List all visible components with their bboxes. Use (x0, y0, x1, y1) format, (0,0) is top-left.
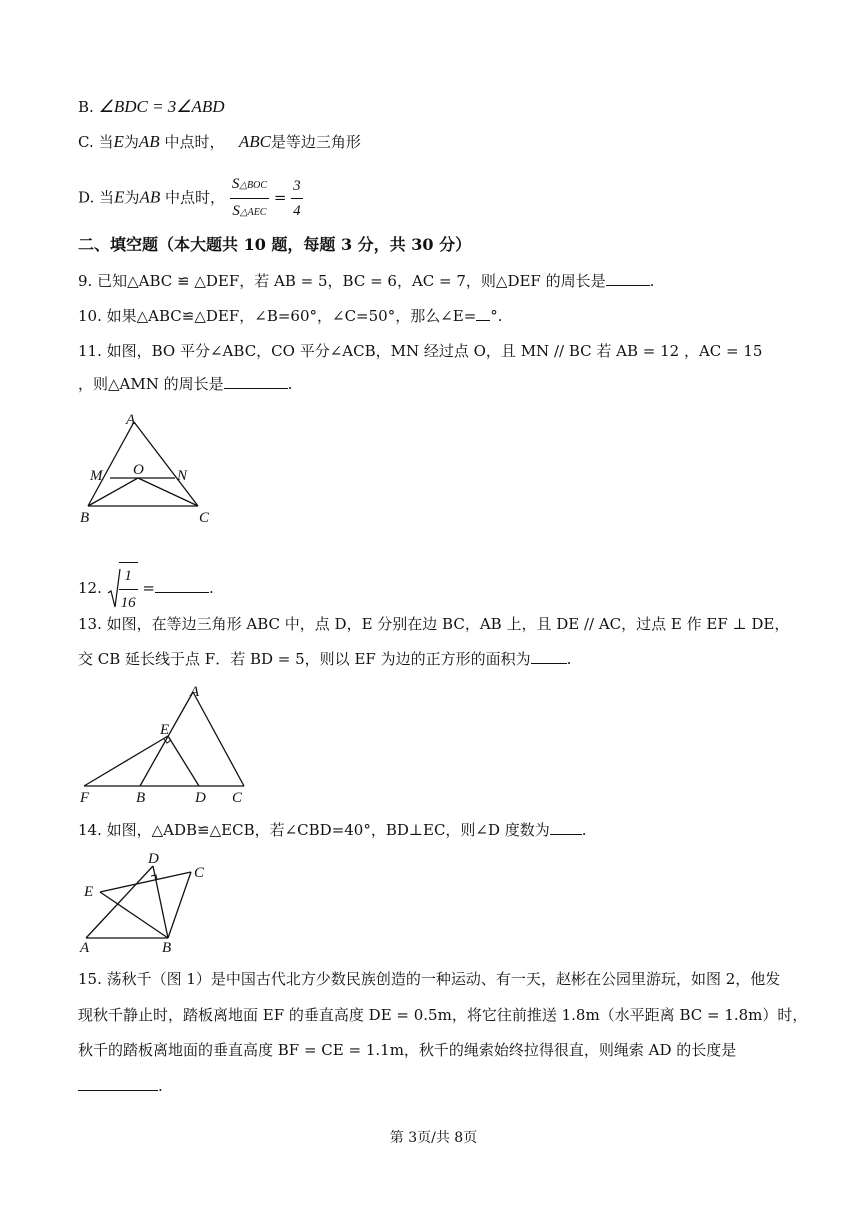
fig13-label-f: F (80, 790, 90, 806)
fig14-label-e: E (84, 884, 94, 900)
option-d (78, 172, 303, 225)
answer-blank-11[interactable] (224, 388, 288, 389)
answer-blank-9[interactable] (606, 285, 650, 286)
question-12-frac (119, 562, 138, 616)
question-15-line3: 秋千的踏板离地面的垂直高度 BF = CE = 1.1m，秋千的绳索始终拉得很直，则绳索 AD 的长度是 (78, 1041, 737, 1059)
page-footer: 第 3页/共 8页 (389, 1130, 478, 1146)
question-13-end: . (566, 650, 572, 668)
question-12-eq: = (142, 579, 155, 597)
option-c-mid: 为 (123, 133, 139, 151)
option-c-abc: ABC (238, 132, 271, 151)
fig14-segment-cb (168, 872, 191, 938)
option-d-label: D. (78, 188, 95, 207)
option-c-tail: 是等边三角形 (270, 133, 361, 151)
fig13-label-b: B (136, 790, 146, 806)
question-10 (78, 306, 503, 326)
fig14-segment-db (153, 866, 168, 938)
fig13-label-c: C (232, 790, 243, 806)
fig14-label-c: C (194, 865, 205, 881)
answer-blank-10[interactable] (476, 320, 490, 321)
question-9-text: 9. 已知△ABC ≌ △DEF，若 AB = 5，BC = 6，AC = 7，则△DEF 的周长是 (78, 272, 606, 290)
option-c-e: E (113, 132, 124, 151)
fig11-label-a: A (126, 412, 136, 428)
fig13-label-d: D (195, 790, 206, 806)
question-11-line2-text: ，则△AMN 的周长是 (78, 375, 224, 393)
question-13-line1: 13. 如图，在等边三角形 ABC 中，点 D，E 分别在边 BC，AB 上，且 DE // AC，过点 E 作 EF ⊥ DE， (78, 615, 790, 633)
fig11-label-o: O (133, 462, 144, 478)
question-12-label: 12. (78, 579, 102, 597)
section-title: 二、填空题（本大题共 10 题，每题 3 分，共 30 分） (78, 235, 472, 254)
fig11-label-n: N (177, 468, 188, 484)
option-c-pre: 当 (98, 133, 114, 151)
fig13-segment-ef (84, 736, 168, 786)
option-c-ab: AB (138, 132, 160, 151)
question-14 (78, 820, 587, 840)
option-c-post: 中点时， (164, 133, 225, 151)
fig14-label-d: D (148, 851, 159, 867)
fig11-label-c: C (199, 510, 210, 526)
question-13-line2 (78, 649, 571, 669)
fig11-label-b: B (80, 510, 90, 526)
option-c-label: C. (78, 133, 94, 151)
question-11-end: . (287, 375, 293, 393)
option-d-den-sub: △AEC (239, 207, 267, 218)
option-d-value-den: 4 (293, 203, 301, 219)
fig13-label-a: A (190, 684, 200, 700)
option-d-mid: 为 (124, 188, 140, 207)
question-10-text: 10. 如果△ABC≌△DEF，∠B=60°，∠C=50°，那么∠E= (78, 307, 477, 325)
question-12-num: 1 (119, 563, 138, 590)
answer-blank-13[interactable] (531, 663, 567, 664)
figure-q11 (78, 408, 228, 528)
question-14-end: . (581, 821, 587, 839)
option-d-pre: 当 (99, 188, 115, 207)
question-9-end: . (649, 272, 655, 290)
fig11-label-m: M (90, 468, 103, 484)
fig14-label-a: A (80, 940, 90, 956)
fig14-label-b: B (162, 940, 172, 956)
answer-blank-15[interactable] (78, 1090, 158, 1091)
option-d-eq: = (273, 188, 287, 207)
option-d-num: S (231, 176, 240, 192)
option-d-den: S (232, 203, 240, 219)
question-13-line2-text: 交 CB 延长线于点 F．若 BD = 5，则以 EF 为边的正方形的面积为 (78, 650, 531, 668)
question-12-den: 16 (120, 595, 136, 611)
option-d-value-frac (291, 174, 303, 223)
option-d-ratio-frac (230, 172, 269, 225)
option-d-num-sub: △BOC (239, 180, 268, 191)
fig11-segment-co (138, 478, 198, 506)
question-15-line4 (78, 1076, 163, 1096)
fig13-label-e: E (160, 722, 170, 738)
question-15-line2: 现秋千静止时，踏板离地面 EF 的垂直高度 DE = 0.5m，将它往前推送 1.8m（水平距离 BC = 1.8m）时， (78, 1006, 808, 1024)
option-b-text: ∠BDC = 3∠ABD (98, 97, 225, 116)
question-12 (78, 562, 214, 616)
question-11-line2 (78, 374, 292, 394)
question-11-line1: 11. 如图，BO 平分∠ABC，CO 平分∠ACB，MN 经过点 O，且 MN // BC 若 AB = 12 ，AC = 15 (78, 342, 763, 360)
question-9 (78, 271, 654, 291)
fig13-edge-ab (140, 692, 193, 786)
question-14-text: 14. 如图，△ADB≌△ECB，若∠CBD=40°，BD⊥EC，则∠D 度数为 (78, 821, 550, 839)
fig13-edge-ac (193, 692, 244, 786)
option-d-ab: AB (139, 187, 161, 207)
answer-blank-14[interactable] (550, 834, 582, 835)
question-15-line1: 15. 荡秋千（图 1）是中国古代北方少数民族创造的一种运动、有一天，赵彬在公园里游玩，如图 2，他发 (78, 970, 781, 988)
option-d-post: 中点时， (165, 188, 226, 207)
option-d-value-num: 3 (291, 174, 303, 199)
option-b (78, 97, 225, 117)
fig14-segment-ad (86, 866, 153, 938)
option-d-e: E (114, 187, 125, 207)
figure-q14 (78, 850, 218, 956)
option-b-label: B. (78, 98, 94, 116)
fig14-segment-eb (100, 892, 168, 938)
figure-q13 (78, 684, 258, 808)
question-10-end: °. (490, 307, 503, 325)
option-c (78, 132, 361, 152)
answer-blank-12[interactable] (155, 592, 209, 593)
fig13-segment-ed (168, 736, 199, 786)
question-12-end: . (209, 579, 214, 597)
question-15-end: . (158, 1077, 163, 1095)
